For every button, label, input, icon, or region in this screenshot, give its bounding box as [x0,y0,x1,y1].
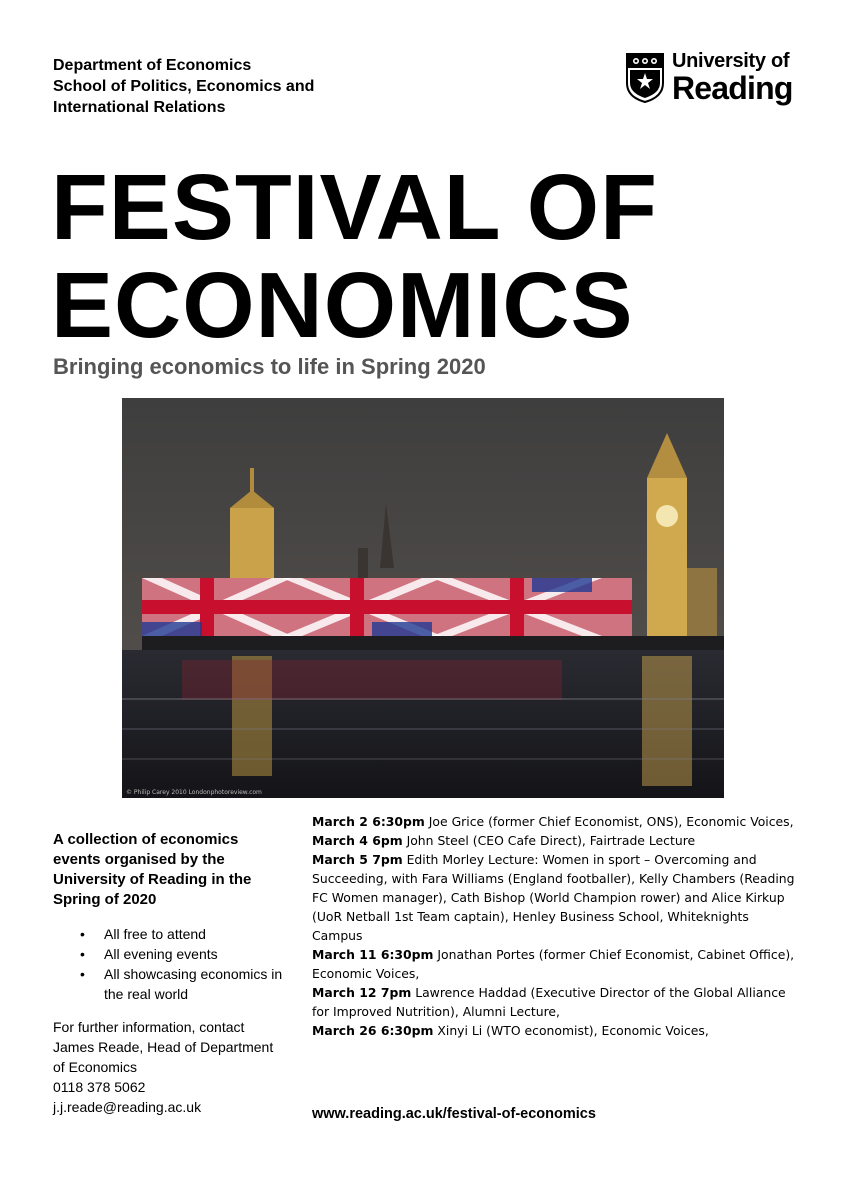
department-line: Department of Economics [53,57,252,74]
bullet-icon: • [80,926,85,942]
event-date: March 11 6:30pm [312,947,434,962]
contact-email: j.j.reade@reading.ac.uk [53,1099,202,1115]
contact-line: For further information, contact [53,1019,245,1035]
title-line: ECONOMICS [51,253,634,357]
page-title [51,155,658,357]
intro-line: Spring of 2020 [53,891,157,908]
event-item [312,831,802,850]
intro-line: University of Reading in the [53,871,252,888]
bullet-icon: • [80,966,85,982]
photo-credit: © Philip Carey 2010 Londonphotoreview.com [126,789,262,796]
event-date: March 26 6:30pm [312,1023,434,1038]
event-description: Joe Grice (former Chief Economist, ONS), Economic Voices, [424,814,794,829]
event-description: Lawrence Haddad (Executive Director of the Global Alliance for Improved Nutrition), Alumni Lecture, [312,985,786,1019]
event-date: March 5 7pm [312,852,403,867]
intro-text [53,830,293,910]
list-item [53,944,293,964]
department-line: International Relations [53,99,226,116]
list-item-text: All showcasing economics in the real world [104,966,283,1002]
list-item [53,924,293,944]
westminster-photo [122,398,724,798]
list-item-text: All free to attend [104,926,206,942]
title-line: FESTIVAL OF [51,155,658,259]
event-date: March 4 6pm [312,833,403,848]
contact-line: James Reade, Head of Department [53,1039,274,1055]
event-date: March 2 6:30pm [312,814,425,829]
logo-text-line2: Reading [672,70,793,106]
event-item [312,945,802,983]
intro-line: A collection of economics [53,831,239,848]
event-item [312,1021,802,1040]
logo-text-line1: University of [672,50,790,72]
festival-link[interactable]: www.reading.ac.uk/festival-of-economics [312,1106,596,1122]
university-crest-icon [626,53,664,103]
event-date: March 12 7pm [312,985,412,1000]
event-item [312,850,802,945]
intro-line: events organised by the [53,851,225,868]
event-description: Xinyi Li (WTO economist), Economic Voices, [433,1023,709,1038]
event-description: Jonathan Portes (former Chief Economist, Cabinet Office), Economic Voices, [312,947,795,981]
list-item [53,964,293,1004]
bullet-icon: • [80,946,85,962]
page-subtitle: Bringing economics to life in Spring 2020 [53,354,486,379]
event-description: Edith Morley Lecture: Women in sport – Overcoming and Succeeding, with Fara Williams (England footballer), Kelly Chambers (Reading FC Women manager), Cath Bishop (World Champion rower) and Alice Kirkup (UoR Netball 1st Team captain), Henley Business School, Whiteknights Campus [312,852,795,943]
contact-block [53,1017,293,1117]
feature-list [53,924,293,1004]
department-block [53,55,314,118]
sidebar [53,830,293,1117]
university-logo [626,50,801,108]
department-line: School of Politics, Economics and [53,78,315,95]
event-item [312,983,802,1021]
event-description: John Steel (CEO Cafe Direct), Fairtrade Lecture [402,833,696,848]
list-item-text: All evening events [104,946,218,962]
contact-line: of Economics [53,1059,138,1075]
contact-phone: 0118 378 5062 [53,1079,146,1095]
event-item [312,812,802,831]
event-list [312,812,802,1040]
